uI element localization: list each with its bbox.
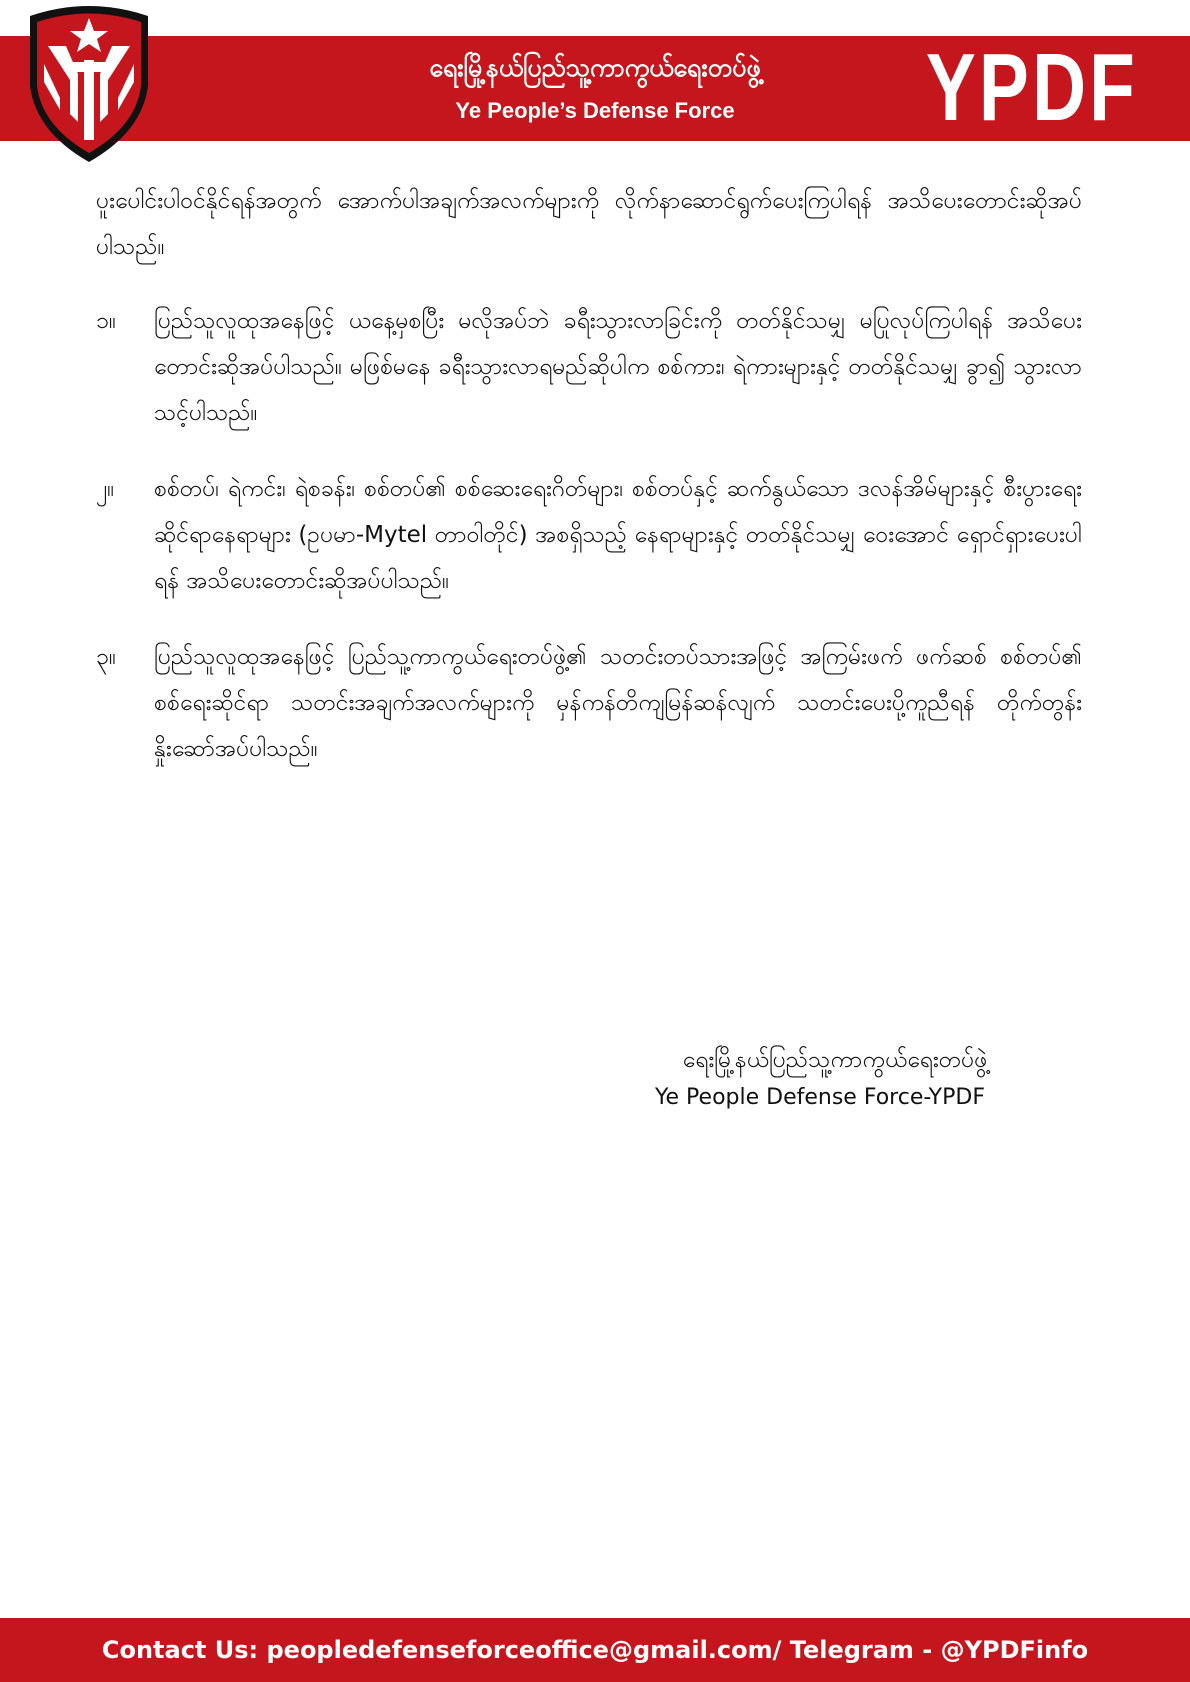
item-text: ပြည်သူလူထုအနေဖြင့် ပြည်သူ့ကာကွယ်ရေးတပ်ဖွဲ့၏ သတင်းတပ်သားအဖြင့် အကြမ်းဖက် ဖက်ဆစ် စစ်တပ်၏ စစ်ရေးဆိုင်ရာ သတင်းအချက်အလက်များကို မှန်ကန်တိကျမြန်ဆန်လျက် သတင်းပေးပို့ကူညီရန် တိုက်တွန်းနှိုးဆော်အပ်ပါသည်။ (154, 644, 1082, 762)
item-text: ပြည်သူလူထုအနေဖြင့် ယနေ့မှစပြီး မလိုအပ်ဘဲ ခရီးသွားလာခြင်းကို တတ်နိုင်သမျှ မပြုလုပ်ကြပါရန် အသိပေးတောင်းဆိုအပ်ပါသည်။ မဖြစ်မနေ ခရီးသွားလာရမည်ဆိုပါက စစ်ကား၊ ရဲကားများနှင့် တတ်နိုင်သမျှ ခွာ၍ သွားလာသင့်ပါသည်။ (154, 308, 1082, 426)
item-text: စစ်တပ်၊ ရဲကင်း၊ ရဲစခန်း၊ စစ်တပ်၏ စစ်ဆေးရေးဂိတ်များ၊ စစ်တပ်နှင့် ဆက်နွယ်သော ဒလန်အိမ်များနှင့် စီးပွားရေးဆိုင်ရာနေရာများ (ဥပမာ-Mytel တာဝါတိုင်) အစရှိသည့် နေရာများနှင့် တတ်နိုင်သမျှ ဝေးအောင် ရှောင်ရှားပေးပါရန် အသိပေးတောင်းဆိုအပ်ပါသည်။ (154, 476, 1082, 594)
signature-block (600, 1040, 1070, 1116)
shield-logo-icon (20, 2, 158, 166)
intro-paragraph: ပူးပေါင်းပါဝင်နိုင်ရန်အတွက် အောက်ပါအချက်အလက်များကို လိုက်နာဆောင်ရွက်ပေးကြပါရန် အသိပေးတောင်းဆိုအပ်ပါသည်။ (96, 188, 1082, 260)
header-banner (0, 36, 1190, 141)
brand-wordmark: YPDF (925, 34, 1138, 141)
item-number: ၂။ (96, 476, 115, 502)
list-item (96, 298, 1082, 436)
signature-name-burmese: ရေးမြို့နယ်ပြည်သူ့ကာကွယ်ရေးတပ်ဖွဲ့ (682, 1047, 988, 1073)
item-number: ၁။ (96, 308, 116, 334)
signature-name-english: Ye People Defense Force-YPDF (655, 1085, 985, 1110)
header-title-burmese: ရေးမြို့နယ်ပြည်သူ့ကာကွယ်ရေးတပ်ဖွဲ့ (429, 53, 761, 82)
header-title-english: Ye People’s Defense Force (455, 98, 735, 123)
contact-footer (0, 1618, 1190, 1682)
contact-text: Contact Us: peopledefenseforceoffice@gmail.com/ Telegram - @YPDFinfo (101, 1636, 1089, 1664)
announcement-body (96, 178, 1082, 802)
list-item (96, 466, 1082, 604)
item-number: ၃။ (96, 644, 116, 670)
list-item (96, 634, 1082, 772)
